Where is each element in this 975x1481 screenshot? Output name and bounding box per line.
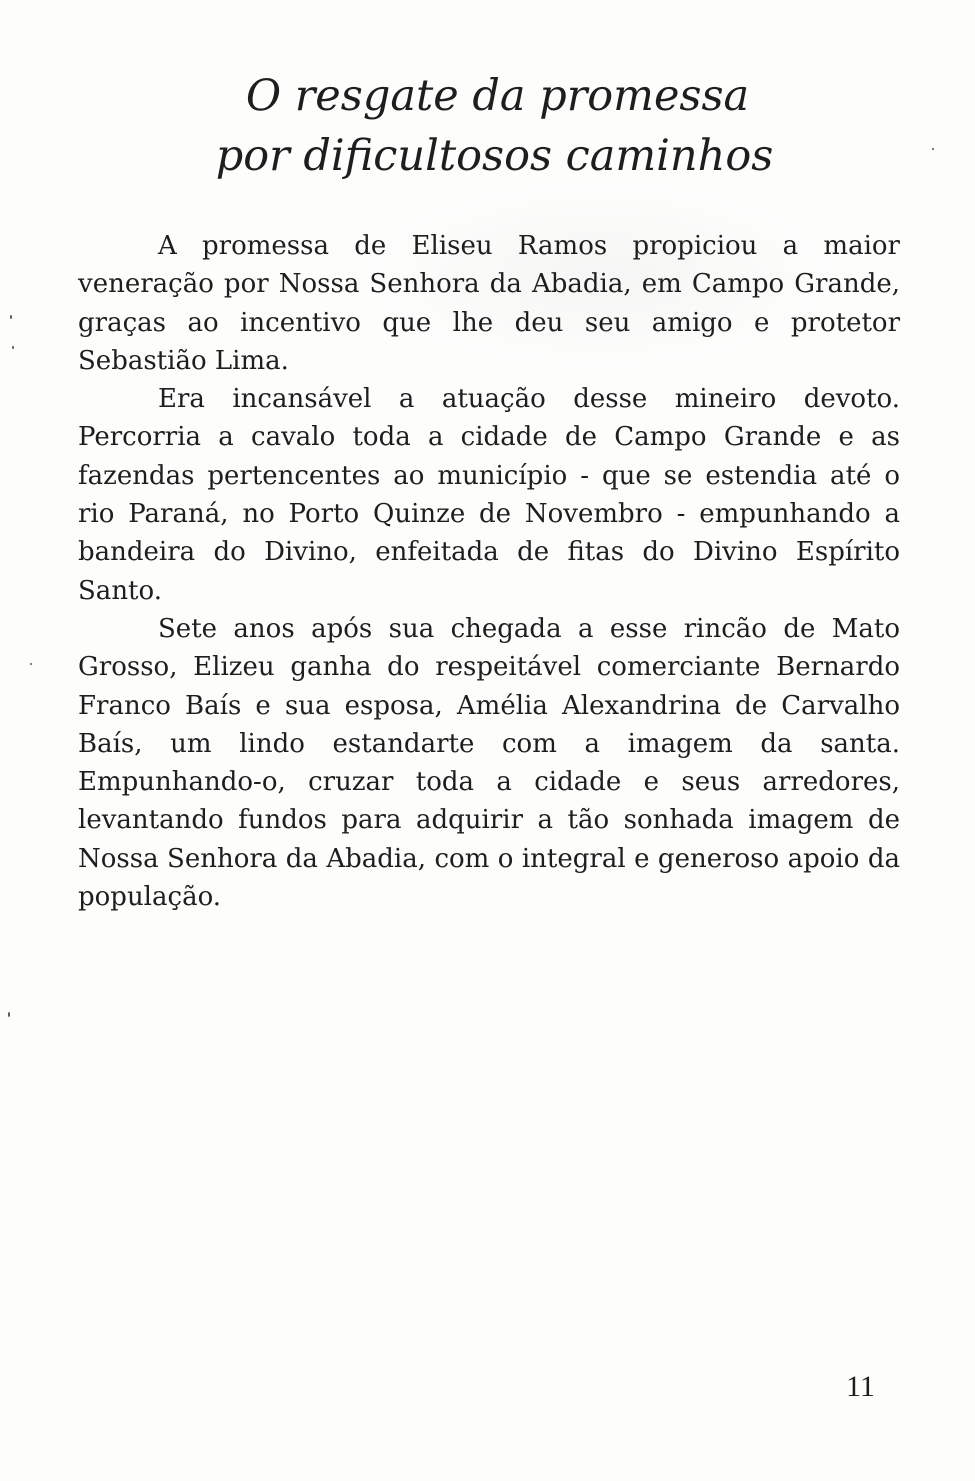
chapter-title-line-1: O resgate da promessa: [245, 71, 750, 121]
body-text: [78, 227, 900, 916]
paper-speck: [8, 1012, 10, 1017]
paper-speck: [12, 346, 14, 349]
chapter-title-line-2: por dificultosos caminhos: [215, 131, 774, 181]
chapter-title: [0, 66, 975, 186]
paper-speck: [30, 663, 32, 665]
paper-speck: [10, 315, 12, 319]
paper-speck: [932, 148, 934, 150]
page-number: 11: [846, 1370, 875, 1403]
paragraph-2: Era incansável a atuação desse mineiro devoto. Percorria a cavalo toda a cidade de Campo Grande e as fazendas pertencentes ao município - que se estendia até o rio Paraná, no Porto Quinze de Novembro - empunhando a bandeira do Divino, enfeitada de fitas do Divino Espírito Santo.: [78, 384, 900, 606]
paragraph-3: Sete anos após sua chegada a esse rincão de Mato Grosso, Elizeu ganha do respeitável comerciante Bernardo Franco Baís e sua esposa, Amélia Alexandrina de Carvalho Baís, um lindo estandarte com a imagem da santa. Empunhando-o, cruzar toda a cidade e seus arredores, levantando fundos para adquirir a tão sonhada imagem de Nossa Senhora da Abadia, com o integral e generoso apoio da população.: [78, 613, 900, 913]
paragraph-1: A promessa de Eliseu Ramos propiciou a maior veneração por Nossa Senhora da Abadia, em Campo Grande, graças ao incentivo que lhe deu seu amigo e protetor Sebastião Lima.: [78, 231, 900, 376]
